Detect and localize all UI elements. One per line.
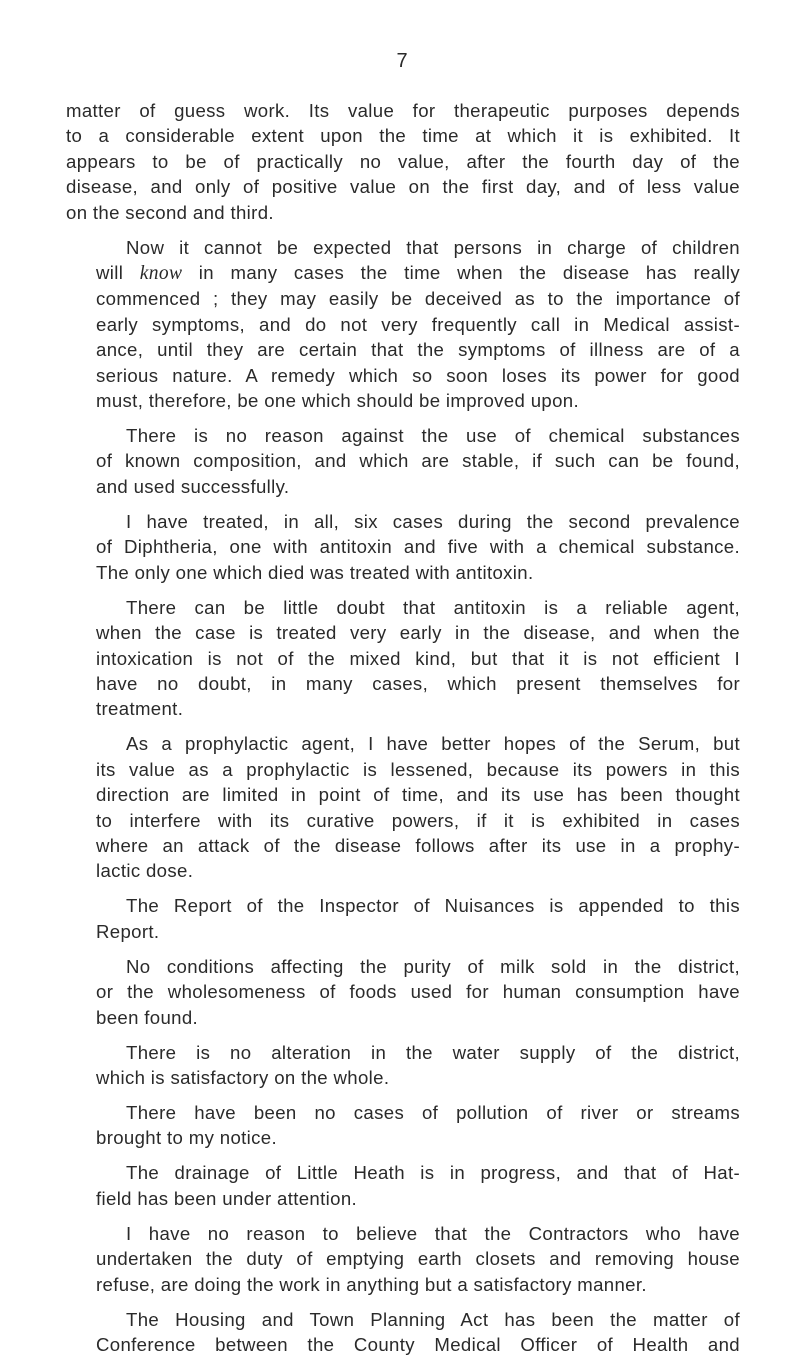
paragraph-gap (66, 944, 740, 954)
paragraph-gap (66, 585, 740, 595)
text-line: No conditions affecting the purity of milk sold in the district, (126, 955, 740, 977)
paragraph-gap (66, 884, 740, 894)
text-line: on the second and third. (66, 201, 274, 223)
text-line: early symptoms, and do not very frequently call in Medical assist- (96, 313, 740, 335)
text-line: will know in many cases the time when the disease has really (96, 262, 740, 285)
paragraph (66, 98, 740, 225)
text-line: ance, until they are certain that the symptoms of illness are of a (96, 339, 740, 361)
paragraph (66, 1221, 740, 1297)
text-line: refuse, are doing the work in anything but a satisfactory manner. (96, 1273, 647, 1295)
document-body (66, 98, 740, 1357)
paragraph-gap (66, 1030, 740, 1040)
text-line: The only one which died was treated with antitoxin. (96, 561, 534, 583)
paragraph (66, 1040, 740, 1091)
text-line: have no doubt, in many cases, which present themselves for (96, 672, 740, 694)
paragraph-gap (66, 1151, 740, 1161)
text-line: when the case is treated very early in the disease, and when the (96, 622, 740, 644)
page-number: 7 (396, 50, 408, 72)
text-line: must, therefore, be one which should be improved upon. (96, 390, 579, 412)
paragraph-gap (66, 1211, 740, 1221)
paragraph (66, 235, 740, 414)
text-line: where an attack of the disease follows after its use in a prophy- (96, 834, 740, 856)
text-line: commenced ; they may easily be deceived as to the importance of (96, 288, 740, 310)
text-line: I have treated, in all, six cases during the second prevalence (126, 510, 740, 532)
text-line: field has been under attention. (96, 1187, 358, 1209)
text-line: matter of guess work. Its value for therapeutic purposes depends (66, 100, 740, 121)
text-line: There can be little doubt that antitoxin is a reliable agent, (126, 596, 740, 618)
text-line: treatment. (96, 698, 184, 720)
text-line: lactic dose. (96, 860, 194, 882)
text-line: or the wholesomeness of foods used for human consumption have (96, 981, 740, 1003)
text-line: There have been no cases of pollution of river or streams (126, 1101, 740, 1123)
paragraph-gap (66, 225, 740, 235)
emphasis-text: know (139, 263, 183, 285)
text-line: Now it cannot be expected that persons in charge of children (126, 236, 740, 258)
text-line: There is no alteration in the water supply of the district, (126, 1041, 740, 1063)
text-line: disease, and only of positive value on the first day, and of less value (66, 176, 740, 198)
text-line: Report. (96, 920, 160, 942)
text-line: which is satisfactory on the whole. (96, 1066, 390, 1088)
paragraph (66, 1307, 740, 1357)
paragraph-gap (66, 499, 740, 509)
text-line: As a prophylactic agent, I have better hopes of the Serum, but (126, 733, 740, 755)
text-line: to a considerable extent upon the time at which it is exhibited. It (66, 125, 740, 147)
paragraph (66, 1160, 740, 1211)
paragraph (66, 954, 740, 1030)
paragraph (66, 423, 740, 499)
paragraph-gap (66, 1090, 740, 1100)
text-line: serious nature. A remedy which so soon loses its power for good (96, 364, 740, 386)
text-line: brought to my notice. (96, 1127, 277, 1149)
text-line: There is no reason against the use of chemical substances (126, 425, 740, 447)
text-line: of Diphtheria, one with antitoxin and five with a chemical substance. (96, 536, 740, 558)
paragraph (66, 893, 740, 944)
text-line: been found. (96, 1006, 199, 1028)
text-line: and used successfully. (96, 475, 290, 497)
text-line: direction are limited in point of time, and its use has been thought (96, 784, 740, 806)
paragraph (66, 509, 740, 585)
text-line: The Report of the Inspector of Nuisances is appended to this (126, 895, 740, 917)
text-line: appears to be of practically no value, after the fourth day of the (66, 150, 740, 172)
text-line: Conference between the County Medical Officer of Health and (96, 1334, 740, 1355)
text-line: I have no reason to believe that the Contractors who have (126, 1222, 740, 1244)
paragraph-gap (66, 413, 740, 423)
text-line: its value as a prophylactic is lessened, because its powers in this (96, 758, 740, 780)
text-line: of known composition, and which are stable, if such can be found, (96, 450, 740, 472)
text-line: The Housing and Town Planning Act has been the matter of (126, 1308, 740, 1330)
paragraph (66, 731, 740, 883)
text-line: undertaken the duty of emptying earth closets and removing house (96, 1248, 740, 1270)
text-line: intoxication is not of the mixed kind, but that it is not efficient I (96, 647, 740, 669)
text-line: to interfere with its curative powers, if it is exhibited in cases (96, 809, 740, 831)
text-line: The drainage of Little Heath is in progress, and that of Hat- (126, 1162, 740, 1184)
paragraph-gap (66, 722, 740, 732)
paragraph-gap (66, 1297, 740, 1307)
paragraph (66, 595, 740, 722)
paragraph (66, 1100, 740, 1151)
